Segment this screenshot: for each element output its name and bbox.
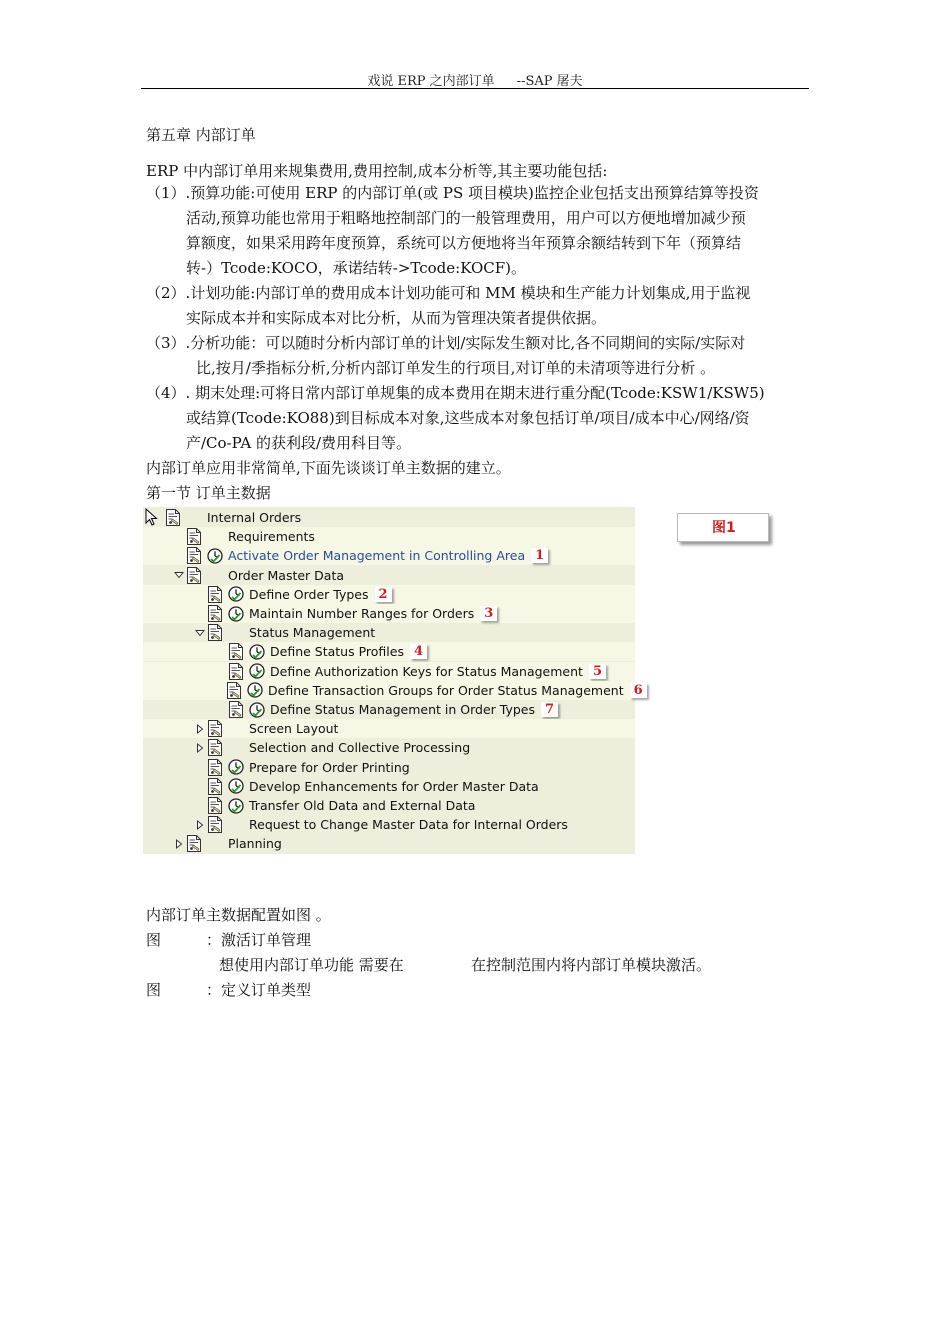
documentation-icon[interactable] [207, 759, 223, 776]
tree-row[interactable] [143, 566, 635, 585]
documentation-icon[interactable] [207, 624, 223, 641]
tree-row-label[interactable]: Define Transaction Groups for Order Status Management [268, 682, 624, 698]
tree-row-label[interactable]: Status Management [249, 625, 376, 641]
tree-indent-spacer [216, 700, 226, 719]
header-title: 戏说 ERP 之内部订单 [367, 74, 495, 89]
tree-row-label[interactable]: Screen Layout [249, 721, 339, 737]
tree-row[interactable] [143, 815, 635, 834]
fig-a-label: 图 [146, 931, 162, 949]
header-rule [141, 88, 809, 89]
fig-a-desc-right: 在控制范围内将内部订单模块激活。 [471, 956, 712, 974]
step-number-badge: 3 [480, 606, 497, 621]
execute-activity-clock-icon[interactable] [249, 702, 265, 718]
chapter-title: 第五章 内部订单 [146, 126, 256, 144]
intro-paragraph: ERP 中内部订单用来规集费用,费用控制,成本分析等,其主要功能包括: [146, 162, 608, 180]
collapsed-node-icon[interactable] [195, 719, 205, 738]
sap-img-tree-screenshot [143, 507, 736, 854]
step-number-badge: 6 [630, 683, 647, 698]
documentation-icon[interactable] [186, 835, 202, 852]
tree-row[interactable] [143, 738, 635, 757]
tree-row-label[interactable]: Define Status Profiles [270, 644, 404, 660]
tree-indent-spacer [216, 662, 226, 681]
documentation-icon[interactable] [207, 816, 223, 833]
execute-activity-clock-icon[interactable] [228, 778, 244, 794]
tree-row[interactable] [143, 662, 635, 681]
item2-line1: （2）.计划功能:内部订单的费用成本计划功能可和 MM 模块和生产能力计划集成,用于监视 [146, 284, 751, 302]
tree-row-label[interactable]: Requirements [228, 529, 315, 545]
documentation-icon[interactable] [207, 739, 223, 756]
step-number-badge: 1 [531, 548, 548, 563]
figure-label: 图1 [677, 513, 769, 542]
after-figure-text: 内部订单主数据配置如图 。 [146, 906, 331, 924]
step-number-badge: 5 [589, 664, 606, 679]
documentation-icon[interactable] [186, 528, 202, 545]
tree-row[interactable] [143, 777, 635, 796]
tree-indent-spacer [195, 777, 205, 796]
item1-line4: 转-）Tcode:KOCO，承诺结转->Tcode:KOCF)。 [186, 259, 527, 277]
execute-activity-clock-icon[interactable] [247, 682, 263, 698]
step-number-badge: 4 [410, 644, 427, 659]
tree-row[interactable] [143, 796, 635, 815]
documentation-icon[interactable] [226, 682, 242, 699]
execute-activity-clock-icon[interactable] [249, 644, 265, 660]
tree-row[interactable] [143, 604, 635, 623]
documentation-icon[interactable] [207, 778, 223, 795]
tree-row[interactable] [143, 758, 635, 777]
execute-activity-clock-icon[interactable] [249, 663, 265, 679]
tree-indent-spacer [216, 642, 226, 661]
tree-row-label[interactable]: Planning [228, 836, 282, 852]
item4-line2: 或结算(Tcode:KO88)到目标成本对象,这些成本对象包括订单/项目/成本中心/网络/资 [186, 409, 750, 427]
documentation-icon[interactable] [228, 643, 244, 660]
tree-indent-spacer [195, 758, 205, 777]
tree-row-label[interactable]: Internal Orders [207, 510, 302, 525]
documentation-icon[interactable] [186, 567, 202, 584]
item3-line2: 比,按月/季指标分析,分析内部订单发生的行项目,对订单的未清项等进行分析 。 [196, 359, 716, 377]
tree-row[interactable] [143, 642, 635, 661]
item3-line1: （3）.分析功能：可以随时分析内部订单的计划/实际发生额对比,各不同期间的实际/实际对 [146, 334, 746, 352]
tree-row-label[interactable]: Maintain Number Ranges for Orders [249, 606, 475, 621]
execute-activity-clock-icon[interactable] [228, 606, 244, 622]
fig-b-label: 图 [146, 981, 162, 999]
simple-paragraph: 内部订单应用非常简单,下面先谈谈订单主数据的建立。 [146, 459, 511, 477]
header-author: --SAP 屠夫 [516, 74, 583, 89]
item1-line3: 算额度，如果采用跨年度预算，系统可以方便地将当年预算余额结转到下年（预算结 [186, 234, 742, 252]
tree-indent-spacer [195, 604, 205, 623]
tree-row[interactable] [143, 834, 635, 853]
collapsed-node-icon[interactable] [195, 738, 205, 757]
tree-indent-spacer [174, 527, 184, 546]
item1-line1: （1）.预算功能:可使用 ERP 的内部订单(或 PS 项目模块)监控企业包括支出预算结算等投资 [146, 184, 759, 202]
tree-row[interactable] [143, 546, 635, 565]
tree-row[interactable] [143, 719, 635, 738]
fig-a-desc-left: 想使用内部订单功能 需要在 [219, 956, 404, 974]
item4-line1: （4）. 期末处理:可将日常内部订单规集的成本费用在期末进行重分配(Tcode:KSW1/KSW5) [146, 384, 765, 402]
tree-row-label[interactable]: Develop Enhancements for Order Master Data [249, 778, 539, 794]
fig-a-caption: ：激活订单管理 [206, 931, 312, 949]
documentation-icon[interactable] [207, 720, 223, 737]
tree-row-label[interactable]: Define Authorization Keys for Status Management [270, 663, 583, 679]
tree-indent-spacer [195, 796, 205, 815]
documentation-icon[interactable] [207, 586, 223, 603]
expanded-node-icon[interactable] [195, 623, 205, 642]
documentation-icon[interactable] [228, 663, 244, 680]
step-number-badge: 7 [541, 702, 558, 717]
execute-activity-clock-icon[interactable] [228, 586, 244, 602]
fig-b-caption: ：定义订单类型 [206, 981, 312, 999]
tree-row-label[interactable]: Transfer Old Data and External Data [249, 798, 476, 813]
expanded-node-icon[interactable] [174, 566, 184, 585]
tree-indent-spacer [195, 585, 205, 604]
page-header [0, 70, 950, 89]
section-title: 第一节 订单主数据 [146, 484, 271, 502]
tree-row-label[interactable]: Activate Order Management in Controlling Area [228, 548, 526, 564]
tree-row-label[interactable]: Order Master Data [228, 567, 345, 583]
tree-row-label[interactable]: Prepare for Order Printing [249, 759, 410, 775]
tree-row-label[interactable]: Define Order Types [249, 586, 369, 602]
step-number-badge: 2 [375, 587, 392, 602]
tree-row[interactable] [143, 527, 635, 546]
tree-row[interactable] [143, 585, 635, 604]
documentation-icon[interactable] [186, 547, 202, 564]
tree-row-label[interactable]: Request to Change Master Data for Internal Orders [249, 817, 568, 833]
item2-line2: 实际成本并和实际成本对比分析，从而为管理决策者提供依据。 [186, 309, 607, 327]
execute-activity-clock-icon[interactable] [228, 798, 244, 814]
tree-row-label[interactable]: Selection and Collective Processing [249, 740, 471, 756]
documentation-icon[interactable] [207, 797, 223, 814]
documentation-icon[interactable] [207, 605, 223, 622]
item4-line3: 产/Co-PA 的获利段/费用科目等。 [186, 434, 412, 452]
collapsed-node-icon[interactable] [195, 815, 205, 834]
tree-row[interactable] [143, 508, 635, 527]
documentation-icon[interactable] [165, 509, 181, 526]
execute-activity-clock-icon[interactable] [228, 759, 244, 775]
tree-row[interactable] [143, 681, 643, 700]
execute-activity-clock-icon[interactable] [207, 548, 223, 564]
tree-indent-spacer [153, 508, 163, 527]
documentation-icon[interactable] [228, 701, 244, 718]
tree-indent-spacer [174, 546, 184, 565]
tree-row-label[interactable]: Define Status Management in Order Types [270, 702, 535, 717]
collapsed-node-icon[interactable] [174, 834, 184, 853]
tree-indent-spacer [216, 681, 226, 700]
tree-row[interactable] [143, 700, 635, 719]
item1-line2: 活动,预算功能也常用于粗略地控制部门的一般管理费用，用户可以方便地增加减少预 [186, 209, 746, 227]
tree-row[interactable] [143, 623, 635, 642]
